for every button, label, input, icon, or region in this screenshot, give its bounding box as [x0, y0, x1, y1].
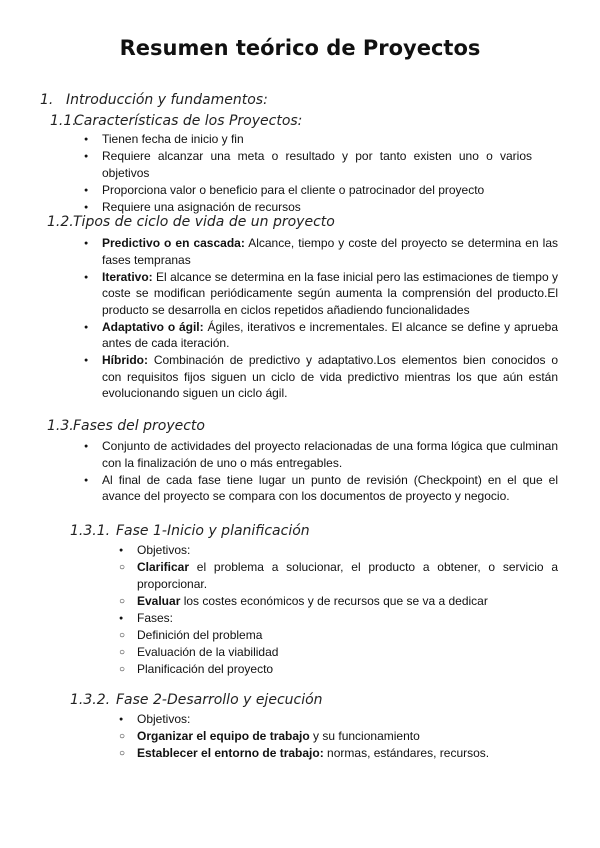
bullet-icon [84, 352, 88, 372]
bullet-icon [84, 438, 88, 458]
heading-label: Características de los Proyectos: [74, 113, 303, 129]
page-title: Resumen teórico de Proyectos [119, 36, 481, 60]
circle-bullet-icon [119, 559, 125, 578]
heading-section-1-3-1 [70, 523, 310, 539]
list-item: ● Objetivos: [115, 711, 558, 728]
list-item: ● Al final de cada fase tiene lugar un punto de revisión (Checkpoint) en el que el avance del proyecto se compara con los documentos de proyecto y negocio. [80, 472, 558, 505]
circle-bullet-icon [119, 644, 125, 663]
list-caracteristicas [80, 131, 532, 216]
bullet-icon [84, 269, 88, 289]
list-item: ○ Evaluar los costes económicos y de recursos que se va a dedicar [115, 593, 558, 610]
heading-section-1-2 [47, 214, 335, 230]
circle-bullet-icon [119, 745, 125, 764]
circle-bullet-icon [119, 627, 125, 646]
list-item: ● Proporciona valor o beneficio para el cliente o patrocinador del proyecto [80, 182, 532, 199]
list-item: ● Tienen fecha de inicio y fin [80, 131, 532, 148]
heading-number: 1.1. [50, 113, 77, 129]
bullet-icon [84, 472, 88, 492]
list-item: ○ Evaluación de la viabilidad [115, 644, 558, 661]
heading-section-1-3-2 [70, 692, 323, 708]
list-item: ● Fases: [115, 610, 558, 627]
heading-label: Fase 1-Inicio y planificación [116, 523, 310, 539]
list-item: ● Adaptativo o ágil: Ágiles, iterativos e incrementales. El alcance se define y aprueba antes de cada iteración. [80, 319, 558, 352]
bullet-icon [84, 319, 88, 339]
list-item: ● Objetivos: [115, 542, 558, 559]
heading-number: 1.3.2. [70, 692, 111, 708]
list-item: ● Híbrido: Combinación de predictivo y adaptativo.Los elementos bien conocidos o con requisitos fijos siguen un ciclo de vida predictivo mientras los que aún están evolucionando siguen un ciclo ágil. [80, 352, 558, 402]
list-item: ○ Establecer el entorno de trabajo: normas, estándares, recursos. [115, 745, 558, 762]
bullet-icon [84, 235, 88, 255]
list-item: ● Requiere una asignación de recursos [80, 199, 532, 216]
heading-number: 1. [40, 92, 54, 108]
circle-bullet-icon [119, 661, 125, 680]
list-fases-proyecto [80, 438, 558, 505]
list-item: ○ Planificación del proyecto [115, 661, 558, 678]
heading-section-1-1 [50, 113, 302, 129]
list-fase-1 [115, 542, 558, 678]
list-item: ● Requiere alcanzar una meta o resultado y por tanto existen uno o varios objetivos [80, 148, 532, 181]
list-item: ○ Organizar el equipo de trabajo y su funcionamiento [115, 728, 558, 745]
heading-label: Fase 2-Desarrollo y ejecución [116, 692, 323, 708]
list-item: ● Conjunto de actividades del proyecto relacionadas de una forma lógica que culminan con la finalización de uno o más entregables. [80, 438, 558, 471]
circle-bullet-icon [119, 593, 125, 612]
list-ciclos-vida [80, 235, 558, 402]
heading-number: 1.3. [47, 418, 74, 434]
heading-label: Tipos de ciclo de vida de un proyecto [73, 214, 335, 230]
list-item: ○ Definición del problema [115, 627, 558, 644]
list-fase-2 [115, 711, 558, 762]
heading-label: Introducción y fundamentos: [66, 92, 268, 108]
heading-section-1-3 [47, 418, 205, 434]
heading-number: 1.3.1. [70, 523, 111, 539]
list-item: ● Iterativo: El alcance se determina en la fase inicial pero las estimaciones de tiempo y coste se modifican periódicamente según aumenta la comprensión del producto.El producto se desarrolla en ciclos repetidos añadiendo funcionalidades [80, 269, 558, 319]
heading-section-1 [40, 92, 268, 108]
list-item: ○ Clarificar el problema a solucionar, el producto a obtener, o servicio a proporcionar. [115, 559, 558, 592]
heading-number: 1.2. [47, 214, 74, 230]
circle-bullet-icon [119, 728, 125, 747]
heading-label: Fases del proyecto [73, 418, 205, 434]
list-item: ● Predictivo o en cascada: Alcance, tiempo y coste del proyecto se determina en las fases tempranas [80, 235, 558, 268]
bullet-icon [84, 148, 88, 168]
